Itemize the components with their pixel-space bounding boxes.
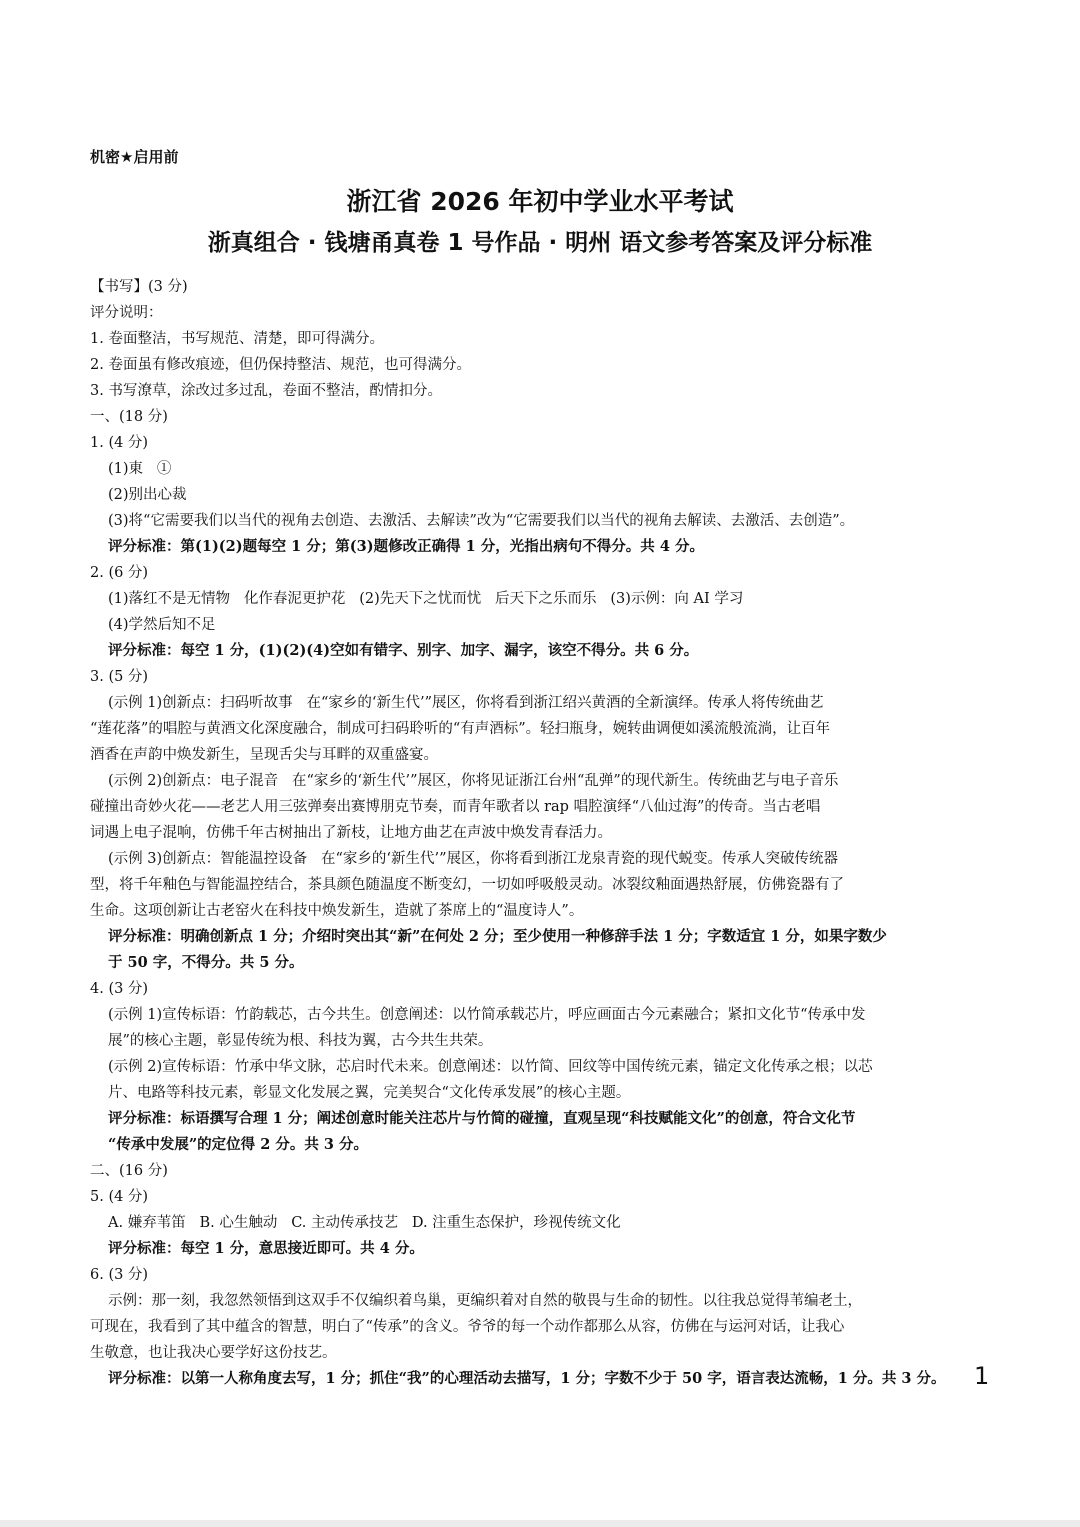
answer-line: 示例：那一刻，我忽然领悟到这双手不仅编织着鸟巢，更编织着对自然的敬畏与生命的韧性。以往我总觉得苇编老土， — [108, 1293, 862, 1309]
answer-line: (示例 2)创新点：电子混音 在“家乡的‘新生代’”展区，你将见证浙江台州“乱弹”的现代新生。传统曲艺与电子音乐 — [108, 773, 839, 789]
page-number: 1 — [974, 1362, 990, 1390]
answer-line: (示例 2)宣传标语：竹承中华文脉，芯启时代未来。创意阐述：以竹简、回纹等中国传统元素，锚定文化传承之根；以芯 — [108, 1059, 873, 1075]
answer-line: 2. 卷面虽有修改痕迹，但仍保持整洁、规范，也可得满分。 — [90, 357, 471, 373]
answer-line: “莲花落”的唱腔与黄酒文化深度融合，制成可扫码聆听的“有声酒标”。轻扫瓶身，婉转曲调便如溪流般流淌，让百年 — [90, 721, 831, 737]
answer-line: (1)東 ① — [108, 461, 172, 477]
answer-line: (3)将“它需要我们以当代的视角去创造、去激活、去解读”改为“它需要我们以当代的视角去解读、去激活、去创造”。 — [108, 513, 855, 529]
answer-line: 2. (6 分) — [90, 565, 149, 581]
answer-line: 碰撞出奇妙火花——老艺人用三弦弹奏出赛博朋克节奏，而青年歌者以 rap 唱腔演绎“八仙过海”的传奇。当古老唱 — [90, 799, 821, 815]
scoring-standard-line: 于 50 字，不得分。共 5 分。 — [108, 954, 304, 971]
answer-line: 生命。这项创新让古老窑火在科技中焕发新生，造就了茶席上的“温度诗人”。 — [90, 903, 584, 919]
answer-line: 一、(18 分) — [90, 409, 168, 425]
page-title: 浙江省 2026 年初中学业水平考试 — [346, 187, 734, 216]
answer-line: (示例 1)宣传标语：竹韵载芯，古今共生。创意阐述：以竹简承载芯片，呼应画面古今元素融合；紧扣文化节“传承中发 — [108, 1007, 866, 1023]
answer-line: 片、电路等科技元素，彰显文化发展之翼，完美契合“文化传承发展”的核心主题。 — [108, 1085, 631, 1101]
scoring-standard-line: 评分标准：标语撰写合理 1 分；阐述创意时能关注芯片与竹简的碰撞，直观呈现“科技赋能文化”的创意，符合文化节 — [108, 1110, 856, 1127]
answer-line: 词遇上电子混响，仿佛千年古树抽出了新枝，让地方曲艺在声波中焕发青春活力。 — [90, 825, 612, 841]
answer-line: 型，将千年釉色与智能温控结合，茶具颜色随温度不断变幻，一切如呼吸般灵动。冰裂纹釉面遇热舒展，仿佛瓷器有了 — [90, 877, 844, 893]
answer-line: 评分说明： — [90, 305, 163, 321]
scoring-standard-line: 评分标准：以第一人称角度去写，1 分；抓住“我”的心理活动去描写，1 分；字数不少于 50 字，语言表达流畅，1 分。共 3 分。 — [108, 1370, 946, 1387]
answer-body — [90, 274, 992, 1392]
answer-line: 展”的核心主题，彰显传统为根、科技为翼，古今共生共荣。 — [108, 1033, 493, 1049]
answer-line: 1. (4 分) — [90, 435, 149, 451]
answer-line: 1. 卷面整洁，书写规范、清楚，即可得满分。 — [90, 331, 384, 347]
answer-line: 5. (4 分) — [90, 1189, 149, 1205]
answer-line: (1)落红不是无情物 化作春泥更护花 (2)先天下之忧而忧 后天下之乐而乐 (3)示例：向 AI 学习 — [108, 591, 744, 607]
scoring-standard-line: 评分标准：第(1)(2)题每空 1 分；第(3)题修改正确得 1 分，光指出病句不得分。共 4 分。 — [108, 538, 704, 555]
answer-line: 二、(16 分) — [90, 1163, 168, 1179]
answer-line: 可现在，我看到了其中蕴含的智慧，明白了“传承”的含义。爷爷的每一个动作都那么从容，仿佛在与运河对话，让我心 — [90, 1319, 845, 1335]
answer-line: 3. 书写潦草，涂改过多过乱，卷面不整洁，酌情扣分。 — [90, 383, 442, 399]
page-bottom-strip — [0, 1520, 1080, 1527]
scoring-standard-line: 评分标准：明确创新点 1 分；介绍时突出其“新”在何处 2 分；至少使用一种修辞手法 1 分；字数适宜 1 分，如果字数少 — [108, 928, 887, 945]
answer-line: 3. (5 分) — [90, 669, 149, 685]
answer-line: 6. (3 分) — [90, 1267, 149, 1283]
answer-line: 生敬意，也让我决心要学好这份技艺。 — [90, 1345, 337, 1361]
confidential-label: 机密★启用前 — [90, 148, 179, 166]
answer-line: (4)学然后知不足 — [108, 617, 216, 633]
answer-line: (2)别出心裁 — [108, 487, 187, 503]
answer-line: 4. (3 分) — [90, 981, 149, 997]
page-subtitle: 浙真组合 · 钱塘甬真卷 1 号作品 · 明州 语文参考答案及评分标准 — [207, 230, 873, 256]
answer-line: A. 嫌弃苇笛 B. 心生触动 C. 主动传承技艺 D. 注重生态保护，珍视传统文化 — [108, 1215, 621, 1231]
answer-line: 酒香在声韵中焕发新生，呈现舌尖与耳畔的双重盛宴。 — [90, 747, 438, 763]
answer-line: (示例 1)创新点：扫码听故事 在“家乡的‘新生代’”展区，你将看到浙江绍兴黄酒的全新演绎。传承人将传统曲艺 — [108, 695, 824, 711]
answer-line: (示例 3)创新点：智能温控设备 在“家乡的‘新生代’”展区，你将看到浙江龙泉青瓷的现代蜕变。传承人突破传统器 — [108, 851, 839, 867]
scoring-standard-line: 评分标准：每空 1 分，意思接近即可。共 4 分。 — [108, 1240, 424, 1257]
answer-line: 【书写】(3 分) — [90, 279, 188, 295]
scoring-standard-line: “传承中发展”的定位得 2 分。共 3 分。 — [108, 1136, 369, 1153]
scoring-standard-line: 评分标准：每空 1 分，(1)(2)(4)空如有错字、别字、加字、漏字，该空不得分。共 6 分。 — [108, 642, 699, 659]
